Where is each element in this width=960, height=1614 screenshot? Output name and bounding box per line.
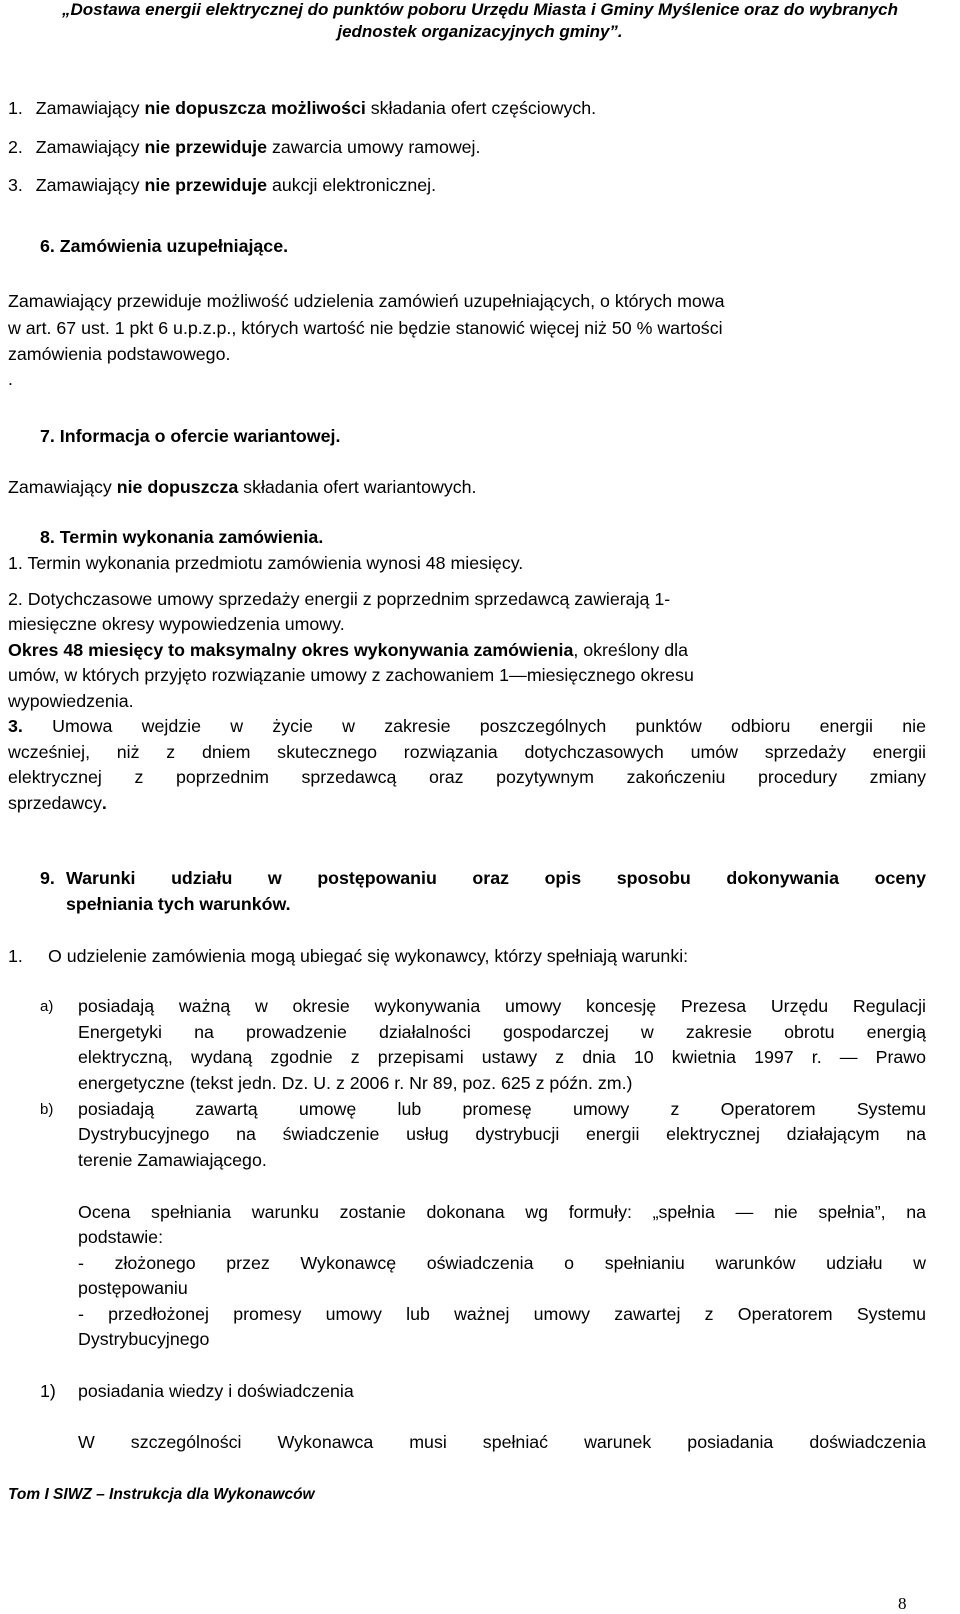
paragraph-text: sprzedawcy [8,793,102,813]
paragraph-line: umów, w których przyjęto rozwiązanie umowy z zachowaniem 1—miesięcznego okresu [8,665,694,685]
paragraph-text: składania ofert wariantowych. [238,477,477,497]
paragraph-line: - przedłożonej promesy umowy lub ważnej umowy zawartej z Operatorem Systemu [78,1304,926,1324]
paragraph-line: Dystrybucyjnego na świadczenie usług dystrybucji energii elektrycznej działającym na [78,1124,926,1144]
paragraph-line: 1. Termin wykonania przedmiotu zamówienia wynosi 48 miesięcy. [8,553,524,573]
list-item [8,98,596,119]
list-text-bold: nie przewiduje [144,137,268,157]
section-heading: 7. Informacja o ofercie wariantowej. [40,426,341,446]
list-number: 2. [8,137,23,157]
paragraph-line: postępowaniu [78,1278,188,1298]
paragraph-line: wcześniej, niż z dniem skutecznego rozwiązania dotychczasowych umów sprzedaży energii [8,742,926,762]
paragraph-line: zamówienia podstawowego. [8,344,231,364]
section-heading: 6. Zamówienia uzupełniające. [40,236,289,256]
paragraph-line: Zamawiający przewiduje możliwość udzielenia zamówień uzupełniających, o których mowa [8,291,725,311]
paragraph-line: podstawie: [78,1227,164,1247]
header-title-line-2: jednostek organizacyjnych gminy”. [337,22,623,41]
list-text: zawarcia umowy ramowej. [267,137,481,157]
list-item [8,137,480,158]
paragraph-line [8,477,476,498]
paragraph-line [8,640,688,661]
paragraph-line: miesięczne okresy wypowiedzenia umowy. [8,614,345,634]
section-heading: spełniania tych warunków. [66,894,291,914]
list-number: 1. [8,98,23,118]
list-number: 3. [8,175,23,195]
list-text: Zamawiający [35,98,145,118]
paragraph-line: w art. 67 ust. 1 pkt 6 u.p.z.p., których wartość nie będzie stanowić więcej niż 50 % wartości [8,318,723,338]
list-text-bold: nie dopuszcza możliwości [144,98,366,118]
paragraph-line: elektryczną, wydaną zgodnie z przepisami ustawy z dnia 10 kwietnia 1997 r. — Prawo [78,1047,926,1067]
paragraph-line [8,793,107,814]
list-label: a) [40,998,54,1015]
paragraph-line: W szczególności Wykonawca musi spełniać warunek posiadania doświadczenia [78,1432,926,1452]
list-label: b) [40,1101,54,1118]
list-item [8,175,436,196]
header-title-line-1: „Dostawa energii elektrycznej do punktów poboru Urzędu Miasta i Gminy Myślenice oraz do wybranych [61,0,898,19]
paragraph-line: Ocena spełniania warunku zostanie dokonana wg formuły: „spełnia — nie spełnia”, na [78,1202,926,1222]
paragraph-line: posiadają zawartą umowę lub promesę umowy z Operatorem Systemu [78,1099,926,1119]
paragraph-line: 2. Dotychczasowe umowy sprzedaży energii z poprzednim sprzedawcą zawierają 1- [8,589,671,609]
paragraph-text: Zamawiający [8,477,117,497]
list-text: Zamawiający [35,175,145,195]
list-text-bold: nie przewiduje [144,175,268,195]
list-number: 3. [8,716,23,736]
list-text: Zamawiający [35,137,145,157]
paragraph-text: Umowa wejdzie w życie w zakresie poszczególnych punktów odbioru energii nie [22,716,926,736]
section-heading: 8. Termin wykonania zamówienia. [40,527,324,547]
paragraph-line: O udzielenie zamówienia mogą ubiegać się wykonawcy, którzy spełniają warunki: [48,946,689,966]
paragraph-line: terenie Zamawiającego. [78,1150,267,1170]
paragraph-line: posiadają ważną w okresie wykonywania umowy koncesję Prezesa Urzędu Regulacji [78,996,926,1016]
paragraph-text-bold: . [101,793,107,813]
paragraph-line: posiadania wiedzy i doświadczenia [78,1381,354,1401]
page-number: 8 [898,1594,907,1613]
paragraph-line: wypowiedzenia. [8,691,134,711]
section-number: 9. [40,868,55,888]
section-heading: Warunki udziału w postępowaniu oraz opis sposobu dokonywania oceny [66,868,926,888]
paragraph-text-bold: Okres 48 miesięcy to maksymalny okres wykonywania zamówienia [8,640,574,660]
paragraph-line: Dystrybucyjnego [78,1329,210,1349]
list-number: 1. [8,946,23,966]
paragraph-line: Energetyki na prowadzenie działalności gospodarczej w zakresie obrotu energią [78,1022,926,1042]
list-text: składania ofert częściowych. [365,98,597,118]
paragraph-text: , określony dla [573,640,688,660]
paragraph-line: elektrycznej z poprzednim sprzedawcą oraz pozytywnym zakończeniu procedury zmiany [8,767,926,787]
footer-title: Tom I SIWZ – Instrukcja dla Wykonawców [8,1486,315,1503]
paragraph-line [8,716,926,737]
list-text: aukcji elektronicznej. [267,175,437,195]
list-label: 1) [40,1381,56,1401]
paragraph-text-bold: nie dopuszcza [116,477,239,497]
paragraph-line: - złożonego przez Wykonawcę oświadczenia o spełnianiu warunków udziału w [78,1253,926,1273]
paragraph-line: . [8,369,13,389]
paragraph-line: energetyczne (tekst jedn. Dz. U. z 2006 r. Nr 89, poz. 625 z późn. zm.) [78,1073,633,1093]
